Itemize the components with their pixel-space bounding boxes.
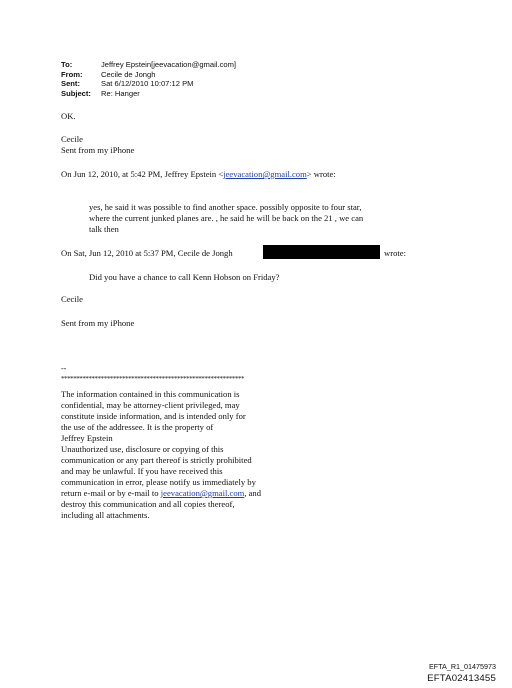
reply-signature-device: Sent from my iPhone [61, 145, 135, 155]
email-header [61, 60, 236, 98]
quote1-body-line: where the current junked planes are. , he said he will be back on the 21 , we can [89, 213, 364, 223]
disclaimer-line-with-link [61, 488, 261, 498]
disclaimer-line: Unauthorized use, disclosure or copying of this [61, 444, 224, 454]
disclaimer-line: destroy this communication and all copies thereof, [61, 499, 235, 509]
quote2-signature-name: Cecile [61, 294, 83, 304]
disclaimer-dashes: -- [61, 364, 67, 373]
disclaimer-line: confidential, may be attorney-client privileged, may [61, 400, 240, 410]
sent-label: Sent: [61, 79, 80, 89]
to-label: To: [61, 60, 73, 69]
from-value: Cecile de Jongh [101, 69, 156, 79]
disclaimer-line10-before: return e-mail or by e-mail to [61, 488, 161, 498]
subject-value: Re: Hanger [101, 88, 140, 98]
from-label: From: [61, 69, 83, 79]
to-row [61, 60, 236, 70]
sent-row [61, 79, 236, 89]
redaction-bar [263, 245, 380, 259]
disclaimer-line: the use of the addressee. It is the property of [61, 422, 214, 432]
reply-text: OK. [61, 111, 76, 121]
quote2-signature-device: Sent from my iPhone [61, 318, 135, 328]
from-row [61, 70, 236, 80]
reply-signature-name: Cecile [61, 134, 83, 144]
disclaimer-stars: ************************************************************ [61, 375, 245, 383]
to-value: Jeffrey Epstein[jeevacation@gmail.com] [101, 60, 237, 69]
disclaimer-line: communication or any part thereof is strictly prohibited [61, 455, 252, 465]
quote2-intro-before: On Sat, Jun 12, 2010 at 5:37 PM, Cecile de Jongh [61, 248, 233, 258]
subject-label: Subject: [61, 88, 91, 98]
disclaimer-line: communication in error, please notify us immediately by [61, 477, 256, 487]
quote1-intro-after: > wrote: [306, 169, 336, 179]
quote1-intro-before: On Jun 12, 2010, at 5:42 PM, Jeffrey Epstein < [61, 169, 224, 179]
quote1-body-line: talk then [89, 224, 119, 234]
sent-value: Sat 6/12/2010 10:07:12 PM [101, 79, 194, 89]
disclaimer-line10-after: , and [244, 488, 262, 498]
quote1-email-link[interactable]: jeevacation@gmail.com [223, 169, 307, 179]
disclaimer-line: constitute inside information, and is intended only for [61, 411, 246, 421]
quote1-body-line: yes, he said it was possible to find another space. possibly opposite to four star, [89, 202, 362, 212]
disclaimer-line: including all attachments. [61, 510, 150, 520]
footer-code-1: EFTA_R1_01475973 [429, 662, 496, 671]
disclaimer-line: and may be unlawful. If you have received this [61, 466, 223, 476]
footer-code-2: EFTA02413455 [427, 673, 496, 684]
subject-row [61, 89, 236, 99]
quote1-intro [61, 169, 336, 179]
disclaimer-email-link[interactable]: jeevacation@gmail.com [160, 488, 245, 498]
disclaimer-line: The information contained in this communication is [61, 389, 240, 399]
quote2-intro-after: wrote: [384, 248, 406, 258]
quote2-body: Did you have a chance to call Kenn Hobson on Friday? [89, 272, 280, 282]
disclaimer-line: Jeffrey Epstein [61, 433, 113, 443]
